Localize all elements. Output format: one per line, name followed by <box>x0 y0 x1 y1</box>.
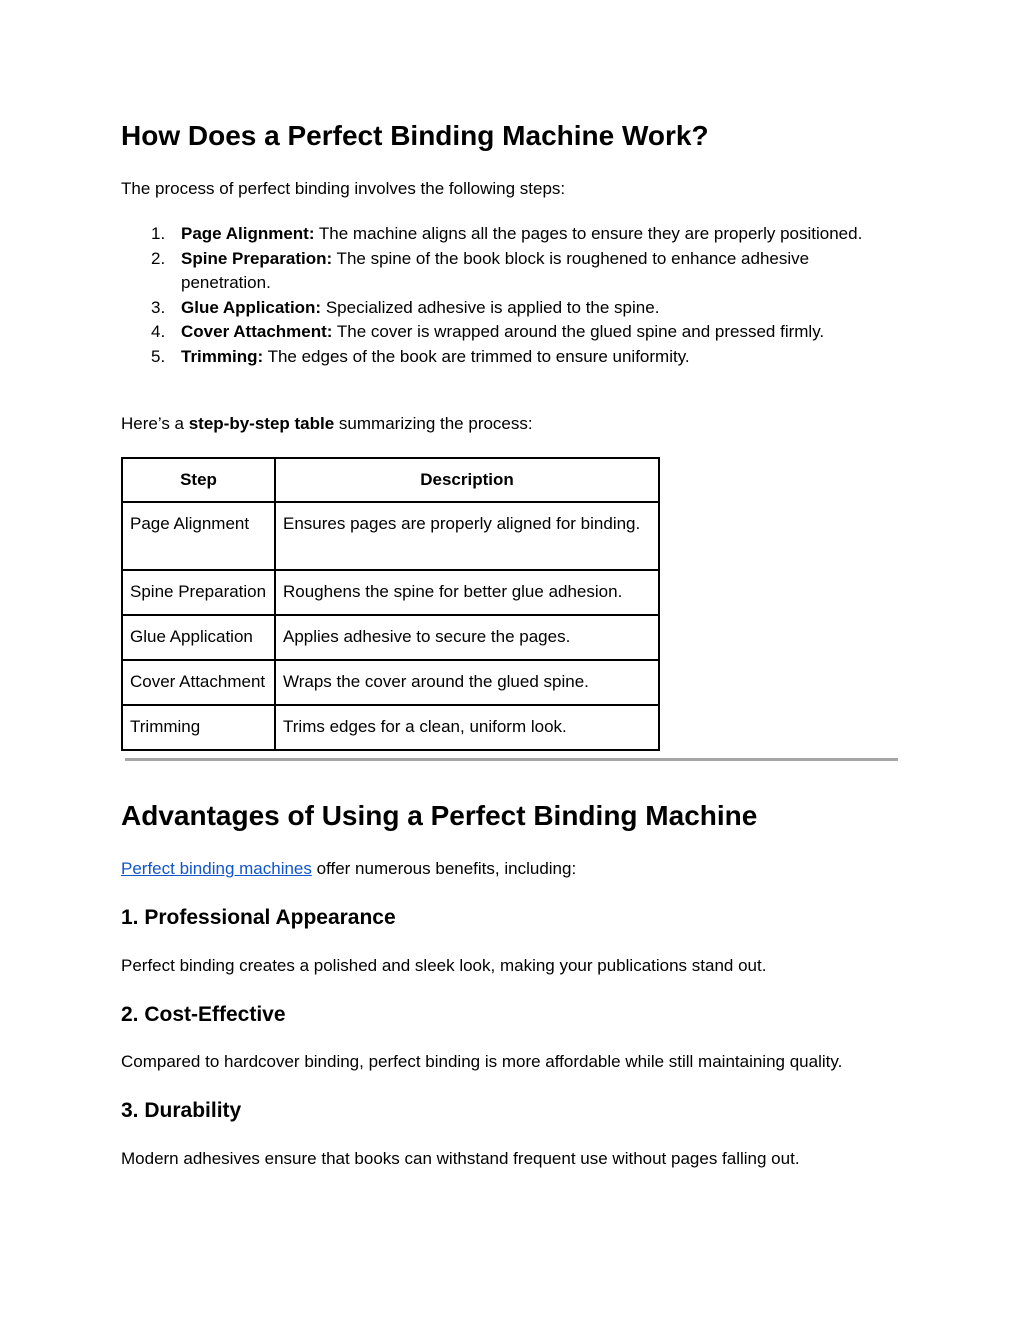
benefit-text: Perfect binding creates a polished and sleek look, making your publications stand out. <box>121 956 767 975</box>
process-table <box>121 457 660 751</box>
benefit-heading: 2. Cost-Effective <box>121 1003 286 1026</box>
step-label: Spine Preparation: <box>181 248 333 268</box>
step-text: The cover is wrapped around the glued spine and pressed firmly. <box>332 322 825 341</box>
list-item <box>121 222 901 247</box>
step-label: Trimming: <box>181 346 264 366</box>
list-number: 5. <box>151 346 166 366</box>
step-text: The machine aligns all the pages to ensure they are properly positioned. <box>314 224 863 243</box>
list-number: 2. <box>151 248 166 268</box>
table-header-step: Step <box>122 458 275 502</box>
list-number: 4. <box>151 322 166 341</box>
table-cell-description: Trims edges for a clean, uniform look. <box>275 705 659 750</box>
table-row <box>122 570 659 615</box>
table-intro-pre: Here’s a <box>121 414 189 433</box>
table-cell-step: Page Alignment <box>122 502 275 570</box>
table-row <box>122 705 659 750</box>
table-cell-step: Cover Attachment <box>122 660 275 705</box>
step-label: Cover Attachment: <box>181 322 333 341</box>
benefit-text: Compared to hardcover binding, perfect binding is more affordable while still maintaining quality. <box>121 1052 843 1071</box>
table-row <box>122 502 659 570</box>
table-cell-step: Spine Preparation <box>122 570 275 615</box>
list-item <box>121 247 901 296</box>
table-cell-step: Glue Application <box>122 615 275 660</box>
table-intro-bold: step-by-step table <box>188 414 335 433</box>
list-number: 3. <box>151 297 166 317</box>
advantages-intro-rest: offer numerous benefits, including: <box>311 859 577 878</box>
table-cell-step: Trimming <box>122 705 275 750</box>
table-row <box>122 660 659 705</box>
list-number: 1. <box>151 224 166 243</box>
table-cell-description: Applies adhesive to secure the pages. <box>275 615 659 660</box>
table-row <box>122 615 659 660</box>
table-intro-post: summarizing the process: <box>334 414 533 433</box>
perfect-binding-machines-link[interactable]: Perfect binding machines <box>121 859 312 878</box>
table-cell-description: Ensures pages are properly aligned for binding. <box>275 502 659 570</box>
section-heading-advantages: Advantages of Using a Perfect Binding Machine <box>121 800 758 831</box>
step-text: The edges of the book are trimmed to ensure uniformity. <box>263 346 690 366</box>
steps-list <box>121 222 901 369</box>
advantages-intro <box>121 857 576 881</box>
list-item <box>121 320 901 345</box>
table-cell-description: Roughens the spine for better glue adhesion. <box>275 570 659 615</box>
steps-intro: The process of perfect binding involves the following steps: <box>121 179 566 198</box>
step-text: Specialized adhesive is applied to the spine. <box>321 297 660 317</box>
table-header-description: Description <box>275 458 659 502</box>
step-label: Page Alignment: <box>181 224 315 243</box>
table-header-row <box>122 458 659 502</box>
benefit-text: Modern adhesives ensure that books can withstand frequent use without pages falling out. <box>121 1149 800 1168</box>
horizontal-divider <box>125 758 898 761</box>
table-cell-description: Wraps the cover around the glued spine. <box>275 660 659 705</box>
list-item <box>121 296 901 321</box>
benefit-heading: 3. Durability <box>121 1099 242 1122</box>
benefit-heading: 1. Professional Appearance <box>121 906 396 929</box>
list-item <box>121 345 901 370</box>
table-intro <box>121 412 533 436</box>
section-heading-how-it-works: How Does a Perfect Binding Machine Work? <box>121 120 709 151</box>
step-text: The spine of the book block is roughened to enhance adhesive penetration. <box>181 248 810 292</box>
step-label: Glue Application: <box>181 297 322 317</box>
